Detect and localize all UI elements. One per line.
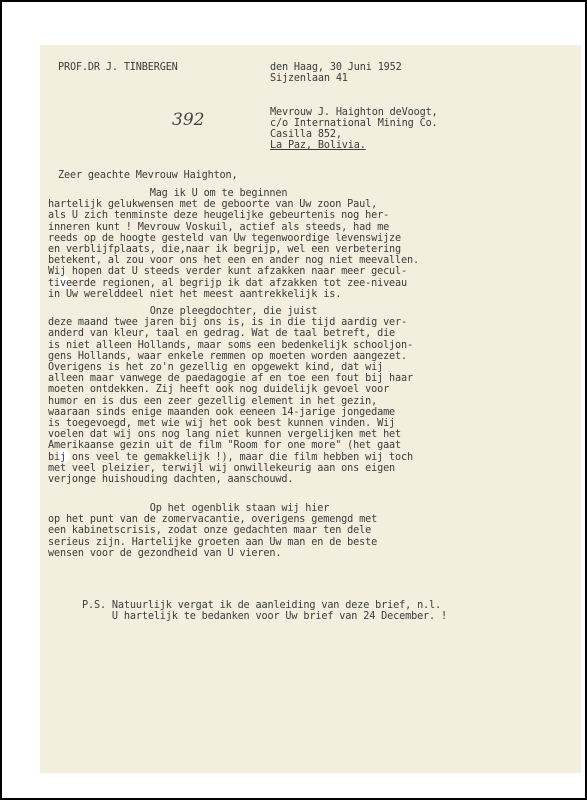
- paragraph-line: is toegevoegd, met wie wij het ook best kunnen vinden. Wij: [48, 418, 396, 430]
- paragraph-line: Mag ik U om te beginnen: [48, 188, 288, 199]
- paragraph-2: [48, 306, 413, 485]
- paragraph-1: [48, 188, 419, 300]
- paragraph-line: wensen voor de gezondheid van U vieren.: [48, 547, 282, 559]
- paragraph-line: serieus zijn. Hartelijke groeten aan Uw man en de beste: [48, 536, 378, 548]
- paragraph-line: is niet alleen Hollands, maar soms een bedenkelijk schooljon-: [48, 339, 413, 351]
- paragraph-line: reeds op de hoogte gesteld van Uw tegenwoordige levenswijze: [48, 232, 402, 244]
- paragraph-line: Onze pleegdochter, die juist: [48, 306, 318, 317]
- paragraph-line: deze maand twee jaren bij ons is, is in die tijd aardig ver-: [48, 317, 408, 329]
- paragraph-line: verjonge huishouding dachten, aanschouwd.: [48, 474, 294, 486]
- paragraph-line: Amerikaanse gezin uit de film "Room for one more" (het gaat: [48, 440, 402, 452]
- postscript-line: P.S. Natuurlijk vergat ik de aanleiding van deze brief, n.l.: [82, 600, 442, 611]
- recipient-line-4: La Paz, Bolivia.: [270, 140, 366, 151]
- paragraph-line: hartelijk gelukwensen met de geboorte van Uw zoon Paul,: [48, 199, 378, 211]
- paragraph-line: moeten ontdekken. Zij heeft ook nog duidelijk gevoel voor: [48, 384, 390, 396]
- paragraph-line: bij ons veel te gemakkelijk !), maar die film hebben wij toch: [48, 451, 413, 463]
- paragraph-line: en verblijfplaats, die,naar ik begrijp, wel een verbetering: [48, 244, 402, 256]
- paragraph-line: een kabinetscrisis, zodat onze gedachten maar ten dele: [48, 525, 372, 537]
- paragraph-line: humor en is dus een zeer gezellig element in het gezin,: [48, 395, 378, 407]
- handwritten-number: 392: [172, 110, 205, 130]
- sender-name: PROF.DR J. TINBERGEN: [58, 62, 178, 73]
- paragraph-line: gens Hollands, waar enkele remmen op moeten worden aangezet.: [48, 350, 408, 362]
- paragraph-line: betekent, al zou voor ons het een en ander nog niet meevallen.: [48, 255, 419, 267]
- recipient-line-2: c/o International Mining Co.: [270, 118, 438, 129]
- recipient-line-1: Mevrouw J. Haighton deVoogt,: [270, 107, 438, 118]
- paragraph-line: alleen maar vanwege de paedagogie af en toe een fout bij haar: [48, 373, 413, 385]
- paragraph-3: [48, 503, 377, 559]
- paragraph-line: inneren kunt ! Mevrouw Voskuil, actief als steeds, had me: [48, 221, 390, 233]
- letter-date: den Haag, 30 Juni 1952: [270, 62, 402, 73]
- postscript: [82, 600, 447, 622]
- paragraph-line: Overigens is het zo'n gezellig en opgewekt kind, dat wij: [48, 362, 384, 374]
- sender-address: Sijzenlaan 41: [270, 73, 348, 84]
- paragraph-line: waaraan sinds enige maanden ook eeneen 14-jarige jongedame: [48, 406, 396, 418]
- paragraph-line: in Uw werelddeel niet het meest aantrekkelijk is.: [48, 288, 342, 300]
- paragraph-line: met veel pleizier, terwijl wij onwillekeurig aan ons eigen: [48, 462, 396, 474]
- paragraph-line: op het punt van de zomervacantie, overigens gemengd met: [48, 514, 378, 526]
- paragraph-line: als U zich tenminste deze heugelijke gebeurtenis nog her-: [48, 210, 390, 222]
- postscript-line: U hartelijk te bedanken voor Uw brief van 24 December. !: [82, 611, 447, 623]
- paragraph-line: tiveerde regionen, al begrijp ik dat afzakken tot zee-niveau: [48, 277, 408, 289]
- recipient-line-3: Casilla 852,: [270, 129, 342, 140]
- salutation: Zeer geachte Mevrouw Haighton,: [58, 170, 238, 181]
- paragraph-line: Wij hopen dat U steeds verder kunt afzakken naar meer gecul-: [48, 266, 408, 278]
- paragraph-line: voelen dat wij ons nog lang niet kunnen vergelijken met het: [48, 429, 402, 441]
- paragraph-line: anderd van kleur, taal en gedrag. Wat de taal betreft, die: [48, 328, 396, 340]
- paragraph-line: Op het ogenblik staan wij hier: [48, 503, 330, 514]
